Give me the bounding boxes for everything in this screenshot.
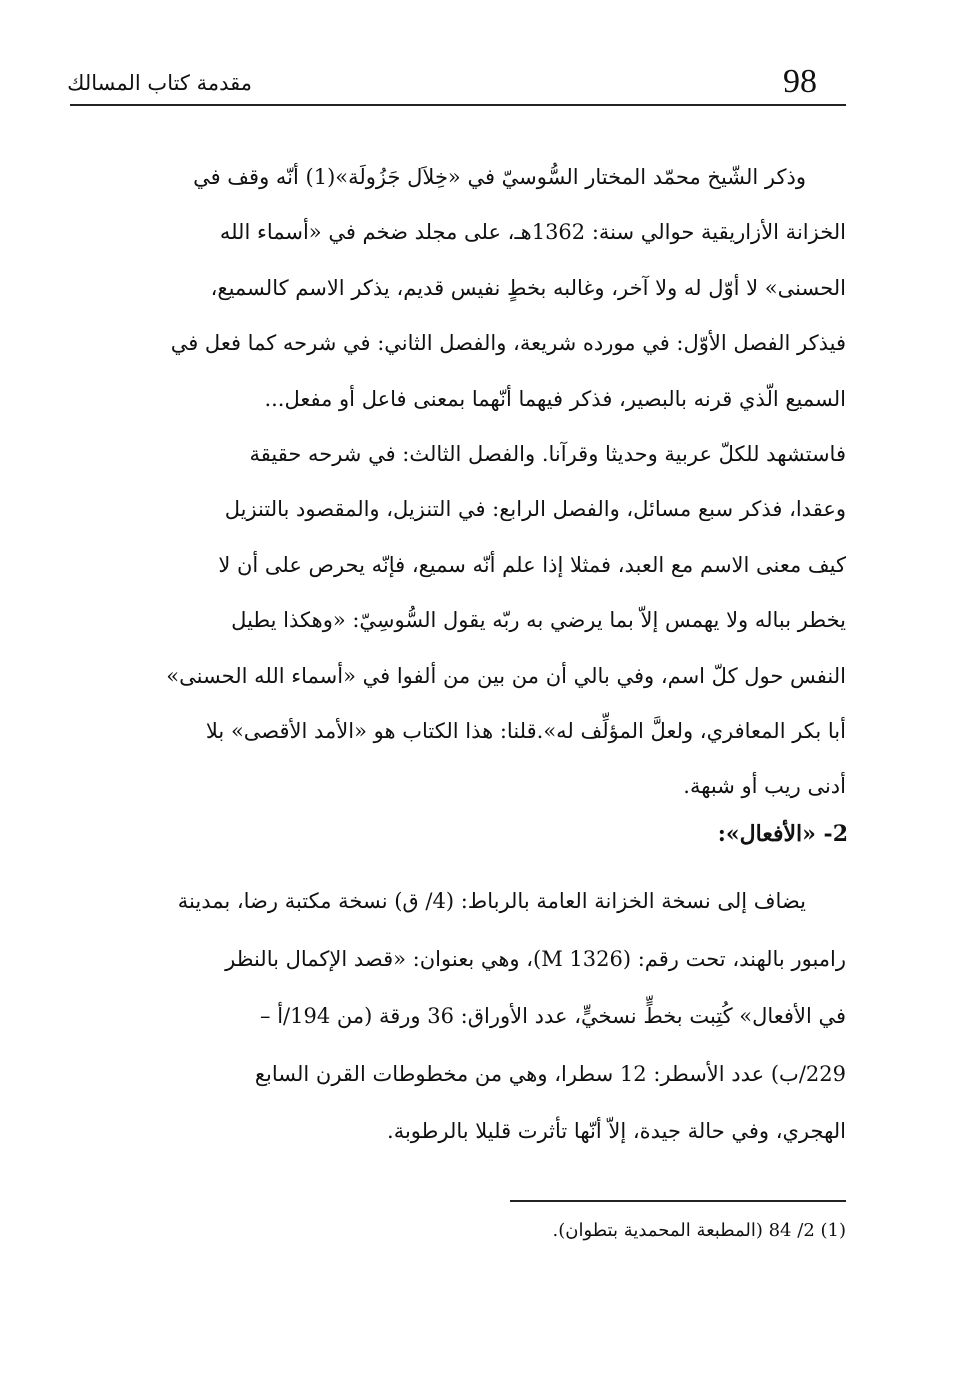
section-heading: 2- «الأفعال»: bbox=[717, 821, 848, 847]
paragraph-line: أدنى ريب أو شبهة. bbox=[683, 774, 846, 799]
running-title: مقدمة كتاب المسالك bbox=[67, 71, 252, 95]
paragraph-line: فاستشهد للكلّ عربية وحديثا وقرآنا. والفصل الثالث: في شرحه حقيقة bbox=[249, 441, 846, 466]
paragraph-line: الخزانة الأزاريقية حوالي سنة: 1362هـ، على مجلد ضخم في «أسماء الله bbox=[219, 220, 846, 245]
paragraph-line: كيف معنى الاسم مع العبد، فمثلا إذا علم أنّه سميع، فإنّه يحرص على أن لا bbox=[218, 552, 846, 577]
paragraph-line: رامبور بالهند، تحت رقم: (M 1326)، وهي بعنوان: «قصد الإكمال بالنظر bbox=[225, 946, 846, 971]
paragraph-line: 229/ب) عدد الأسطر: 12 سطرا، وهي من مخطوطات القرن السابع bbox=[254, 1061, 846, 1086]
paragraph-line: السميع الّذي قرنه بالبصير، فذكر فيهما أنّهما بمعنى فاعل أو مفعل... bbox=[264, 386, 846, 411]
paragraph-line: أبا بكر المعافري، ولعلَّ المؤلِّف له».قلنا: هذا الكتاب هو «الأمد الأقصى» بلا bbox=[205, 718, 846, 743]
footnote: (1) 2/ 84 (المطبعة المحمدية بتطوان). bbox=[552, 1220, 846, 1241]
paragraph-line: يضاف إلى نسخة الخزانة العامة بالرباط: (4/ ق) نسخة مكتبة رضا، بمدينة bbox=[177, 889, 806, 913]
header-rule bbox=[70, 104, 846, 106]
paragraph-line: وعقدا، فذكر سبع مسائل، والفصل الرابع: في التنزيل، والمقصود بالتنزيل bbox=[224, 497, 846, 522]
paragraph-line: الهجري، وفي حالة جيدة، إلاّ أنّها تأثرت قليلا بالرطوبة. bbox=[387, 1119, 846, 1144]
paragraph-line: في الأفعال» كُتِبت بخطٍّ نسخيٍّ، عدد الأوراق: 36 ورقة (من 194/أ – bbox=[260, 1004, 846, 1029]
paragraph-line: النفس حول كلّ اسم، وفي بالي أن من بين من ألفوا في «أسماء الله الحسنى» bbox=[166, 663, 846, 688]
body-paragraph-2 bbox=[88, 873, 846, 1161]
paragraph-line: يخطر بباله ولا يهمس إلاّ بما يرضي به ربّه يقول السُّوسِيّ: «وهكذا يطيل bbox=[231, 608, 846, 633]
paragraph-line: وذكر الشّيخ محمّد المختار السُّوسيّ في «خِلاَل جَزُولَة»(1) أنّه وقف في bbox=[193, 165, 806, 189]
page-number: 98 bbox=[783, 63, 817, 100]
paragraph-line: فيذكر الفصل الأوّل: في مورده شريعة، والفصل الثاني: في شرحه كما فعل في bbox=[170, 331, 846, 356]
body-paragraph-1 bbox=[88, 150, 846, 815]
footnote-rule bbox=[510, 1200, 846, 1202]
paragraph-line: الحسنى» لا أوّل له ولا آخر، وغالبه بخطٍ نفيس قديم، يذكر الاسم كالسميع، bbox=[210, 275, 846, 300]
